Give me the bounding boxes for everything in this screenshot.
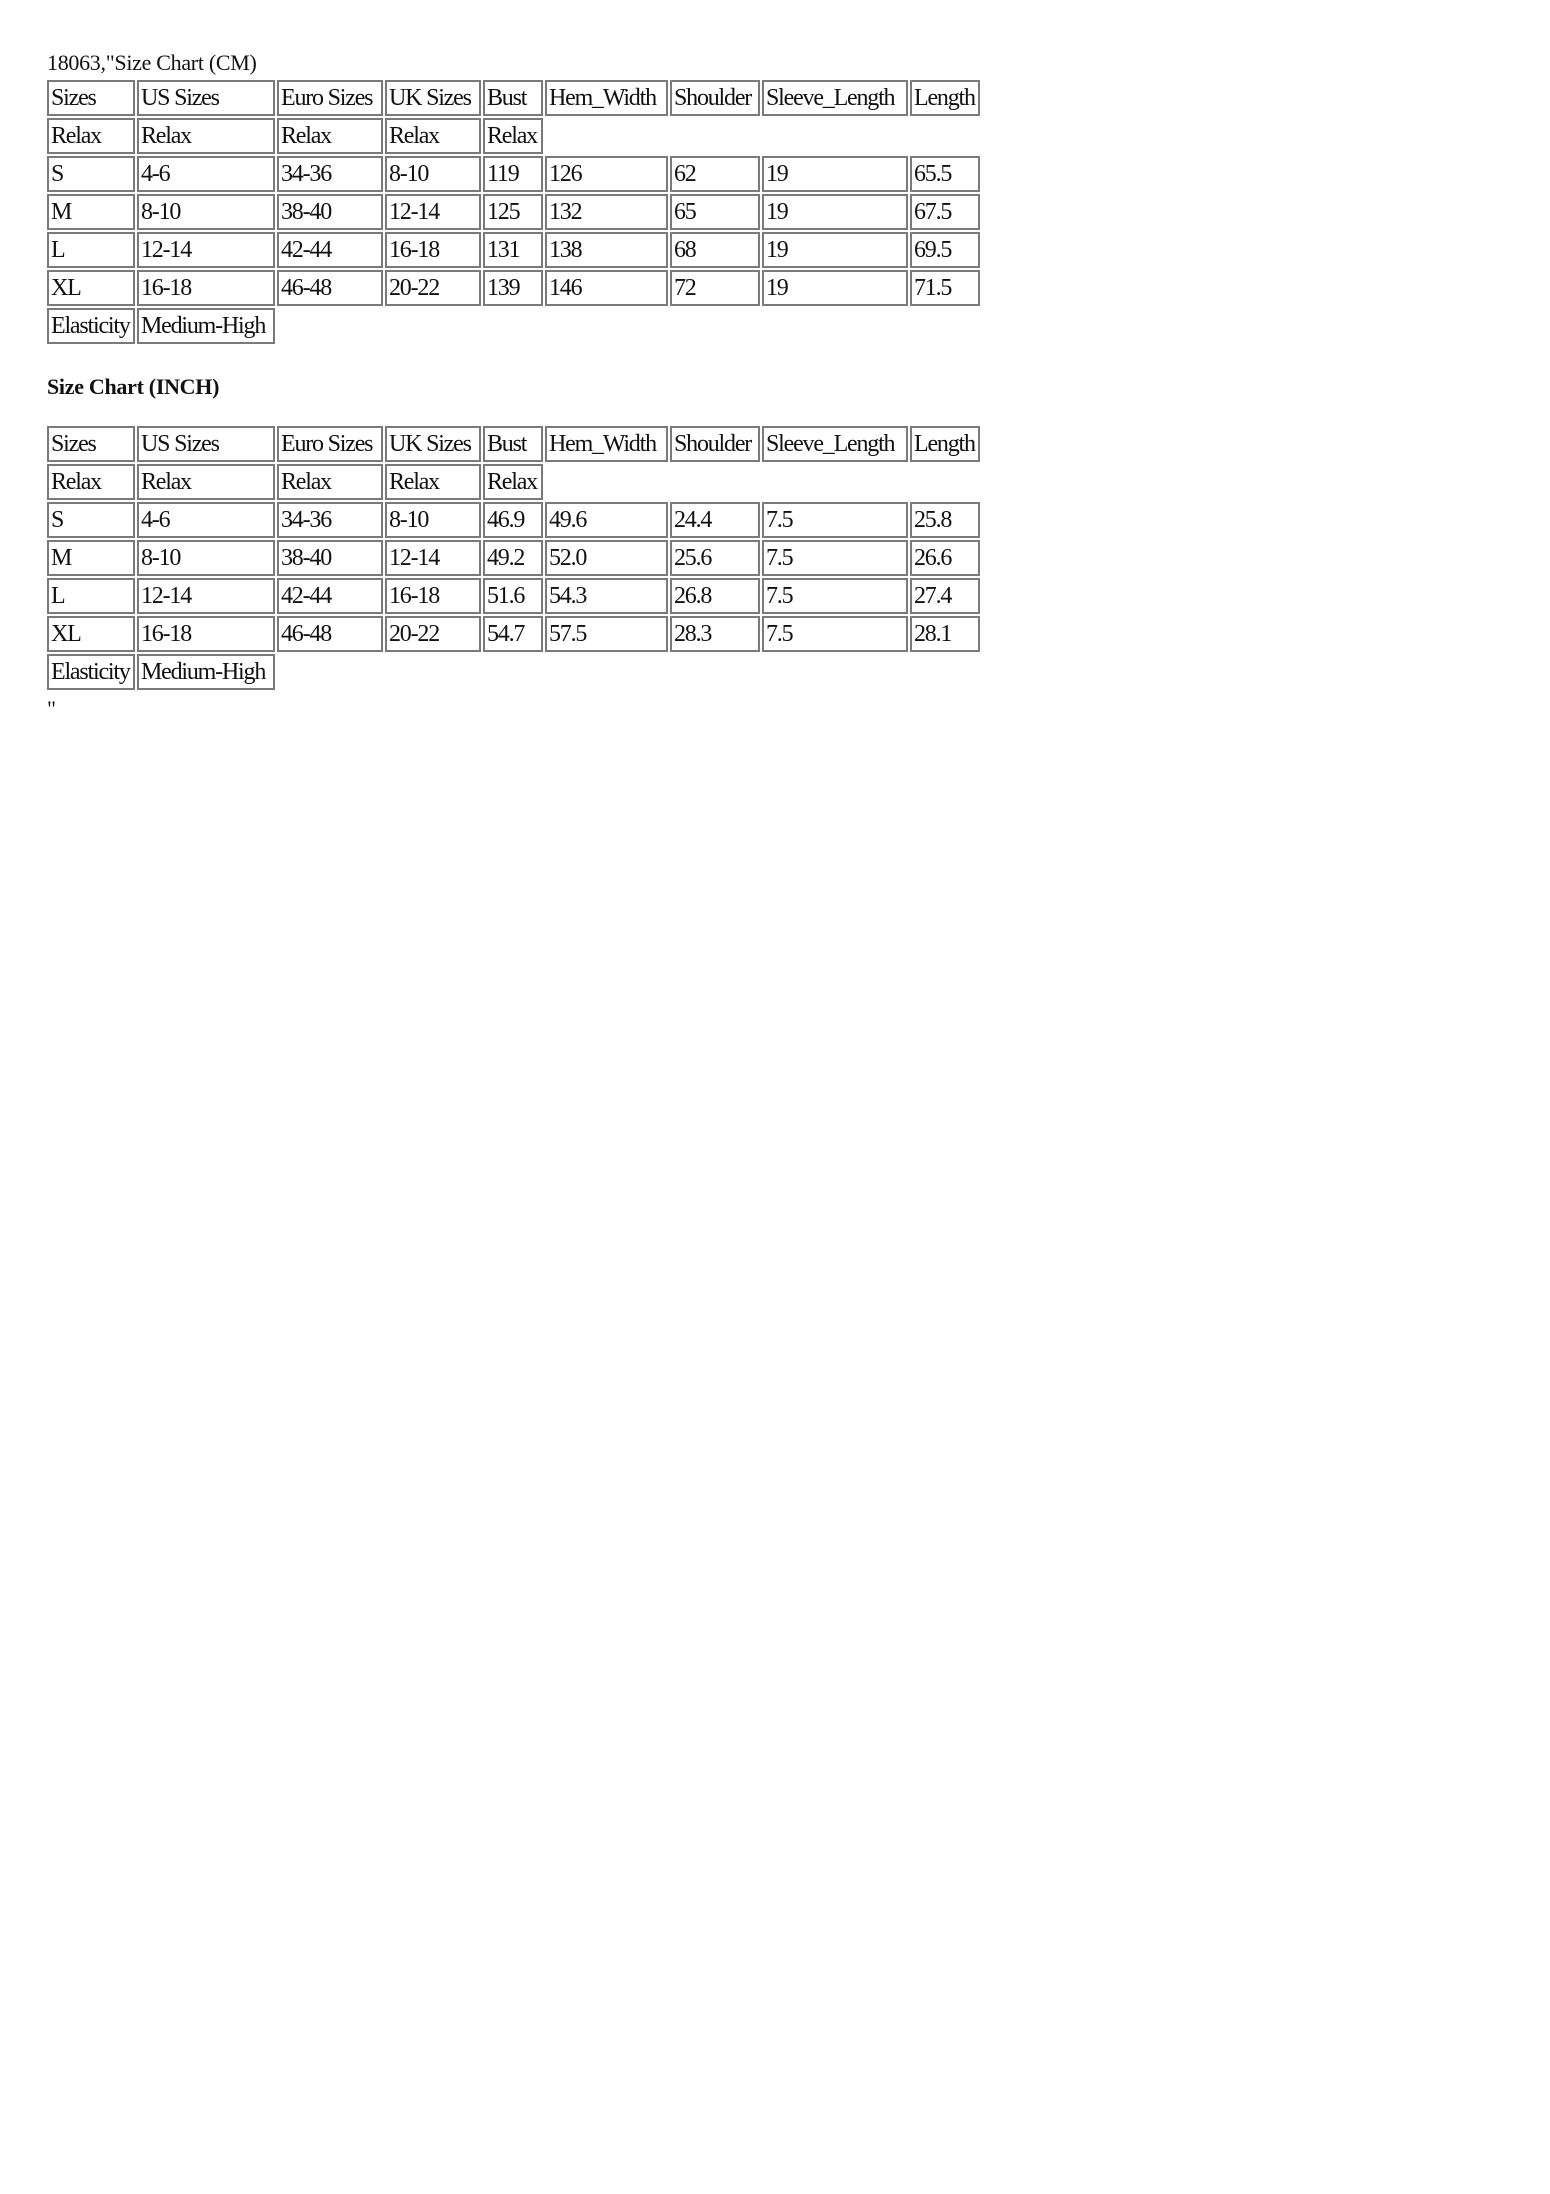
- table-cell: 49.6: [545, 502, 668, 538]
- header-cell: Sleeve_Length: [762, 80, 908, 116]
- header-cell: Bust: [483, 80, 543, 116]
- table-cell: 16-18: [385, 578, 481, 614]
- table-row: [47, 232, 980, 268]
- table-cell: 126: [545, 156, 668, 192]
- elasticity-value-cell: Medium-High: [137, 654, 275, 690]
- table-cell: 7.5: [762, 578, 908, 614]
- table-cell: 119: [483, 156, 543, 192]
- relax-row: [47, 118, 980, 154]
- header-cell: Euro Sizes: [277, 426, 383, 462]
- table-cell: 67.5: [910, 194, 980, 230]
- table-cell: 26.8: [670, 578, 760, 614]
- document-page: [47, 48, 1147, 722]
- table-cell: 19: [762, 194, 908, 230]
- header-cell: Shoulder: [670, 426, 760, 462]
- header-cell: Sizes: [47, 426, 135, 462]
- table-cell: 72: [670, 270, 760, 306]
- table-cell: 65.5: [910, 156, 980, 192]
- table-cell: 20-22: [385, 270, 481, 306]
- elasticity-label-cell: Elasticity: [47, 308, 135, 344]
- empty-cell: [277, 308, 980, 344]
- table-cell: 8-10: [385, 156, 481, 192]
- inch-size-table: [45, 424, 982, 692]
- table-cell: 28.3: [670, 616, 760, 652]
- table-cell: 51.6: [483, 578, 543, 614]
- cm-size-table: [45, 78, 982, 346]
- table-cell: 8-10: [137, 194, 275, 230]
- table-cell: XL: [47, 616, 135, 652]
- header-cell: Length: [910, 80, 980, 116]
- table-cell: 65: [670, 194, 760, 230]
- relax-cell: Relax: [137, 464, 275, 500]
- inch-section-heading: Size Chart (INCH): [47, 374, 220, 399]
- table-cell: 4-6: [137, 156, 275, 192]
- table-cell: 28.1: [910, 616, 980, 652]
- relax-cell: Relax: [47, 118, 135, 154]
- table-cell: 42-44: [277, 578, 383, 614]
- table-cell: 19: [762, 232, 908, 268]
- table-cell: 27.4: [910, 578, 980, 614]
- table-header-row: [47, 80, 980, 116]
- table-cell: 38-40: [277, 194, 383, 230]
- table-cell: 46-48: [277, 270, 383, 306]
- table-row: [47, 540, 980, 576]
- table-cell: 38-40: [277, 540, 383, 576]
- table-cell: 125: [483, 194, 543, 230]
- header-cell: Sleeve_Length: [762, 426, 908, 462]
- table-row: [47, 270, 980, 306]
- table-cell: 25.8: [910, 502, 980, 538]
- table-cell: 8-10: [385, 502, 481, 538]
- table-cell: 20-22: [385, 616, 481, 652]
- table-row: [47, 502, 980, 538]
- header-cell: Length: [910, 426, 980, 462]
- relax-cell: Relax: [483, 118, 543, 154]
- relax-cell: Relax: [385, 464, 481, 500]
- header-cell: Bust: [483, 426, 543, 462]
- table-cell: 54.3: [545, 578, 668, 614]
- table-cell: 12-14: [385, 194, 481, 230]
- table-cell: 132: [545, 194, 668, 230]
- table-row: [47, 616, 980, 652]
- table-cell: 34-36: [277, 502, 383, 538]
- closing-quote: ": [47, 696, 56, 721]
- table-cell: 68: [670, 232, 760, 268]
- table-cell: 25.6: [670, 540, 760, 576]
- table-cell: S: [47, 502, 135, 538]
- table-row: [47, 194, 980, 230]
- header-cell: UK Sizes: [385, 426, 481, 462]
- header-cell: Shoulder: [670, 80, 760, 116]
- table-cell: 46.9: [483, 502, 543, 538]
- table-cell: 138: [545, 232, 668, 268]
- table-cell: 42-44: [277, 232, 383, 268]
- relax-cell: Relax: [137, 118, 275, 154]
- relax-cell: Relax: [277, 464, 383, 500]
- header-cell: US Sizes: [137, 426, 275, 462]
- table-cell: 54.7: [483, 616, 543, 652]
- table-row: [47, 156, 980, 192]
- table-cell: M: [47, 540, 135, 576]
- table-cell: 146: [545, 270, 668, 306]
- table-cell: L: [47, 578, 135, 614]
- table-cell: 7.5: [762, 502, 908, 538]
- elasticity-label-cell: Elasticity: [47, 654, 135, 690]
- relax-row: [47, 464, 980, 500]
- table-cell: 16-18: [385, 232, 481, 268]
- relax-cell: Relax: [277, 118, 383, 154]
- table-cell: 52.0: [545, 540, 668, 576]
- table-header-row: [47, 426, 980, 462]
- elasticity-row: [47, 654, 980, 690]
- table-cell: 19: [762, 156, 908, 192]
- table-cell: 62: [670, 156, 760, 192]
- table-cell: 71.5: [910, 270, 980, 306]
- relax-cell: Relax: [385, 118, 481, 154]
- header-cell: Euro Sizes: [277, 80, 383, 116]
- table-cell: 12-14: [137, 578, 275, 614]
- table-cell: 12-14: [385, 540, 481, 576]
- table-cell: 69.5: [910, 232, 980, 268]
- table-cell: 19: [762, 270, 908, 306]
- table-cell: 49.2: [483, 540, 543, 576]
- elasticity-value-cell: Medium-High: [137, 308, 275, 344]
- table-cell: 12-14: [137, 232, 275, 268]
- table-row: [47, 578, 980, 614]
- table-cell: S: [47, 156, 135, 192]
- table-cell: 26.6: [910, 540, 980, 576]
- header-cell: US Sizes: [137, 80, 275, 116]
- header-cell: Hem_Width: [545, 426, 668, 462]
- table-cell: 16-18: [137, 270, 275, 306]
- table-cell: L: [47, 232, 135, 268]
- table-cell: 57.5: [545, 616, 668, 652]
- document-title-line: 18063,"Size Chart (CM): [47, 50, 257, 75]
- table-cell: 131: [483, 232, 543, 268]
- table-cell: 139: [483, 270, 543, 306]
- empty-cell: [277, 654, 980, 690]
- header-cell: Sizes: [47, 80, 135, 116]
- relax-cell: Relax: [483, 464, 543, 500]
- table-cell: 24.4: [670, 502, 760, 538]
- empty-cell: [545, 464, 980, 500]
- header-cell: Hem_Width: [545, 80, 668, 116]
- table-cell: 7.5: [762, 616, 908, 652]
- header-cell: UK Sizes: [385, 80, 481, 116]
- table-cell: 4-6: [137, 502, 275, 538]
- table-cell: 8-10: [137, 540, 275, 576]
- elasticity-row: [47, 308, 980, 344]
- table-cell: 46-48: [277, 616, 383, 652]
- table-cell: 7.5: [762, 540, 908, 576]
- table-cell: 16-18: [137, 616, 275, 652]
- table-cell: 34-36: [277, 156, 383, 192]
- relax-cell: Relax: [47, 464, 135, 500]
- table-cell: M: [47, 194, 135, 230]
- empty-cell: [545, 118, 980, 154]
- table-cell: XL: [47, 270, 135, 306]
